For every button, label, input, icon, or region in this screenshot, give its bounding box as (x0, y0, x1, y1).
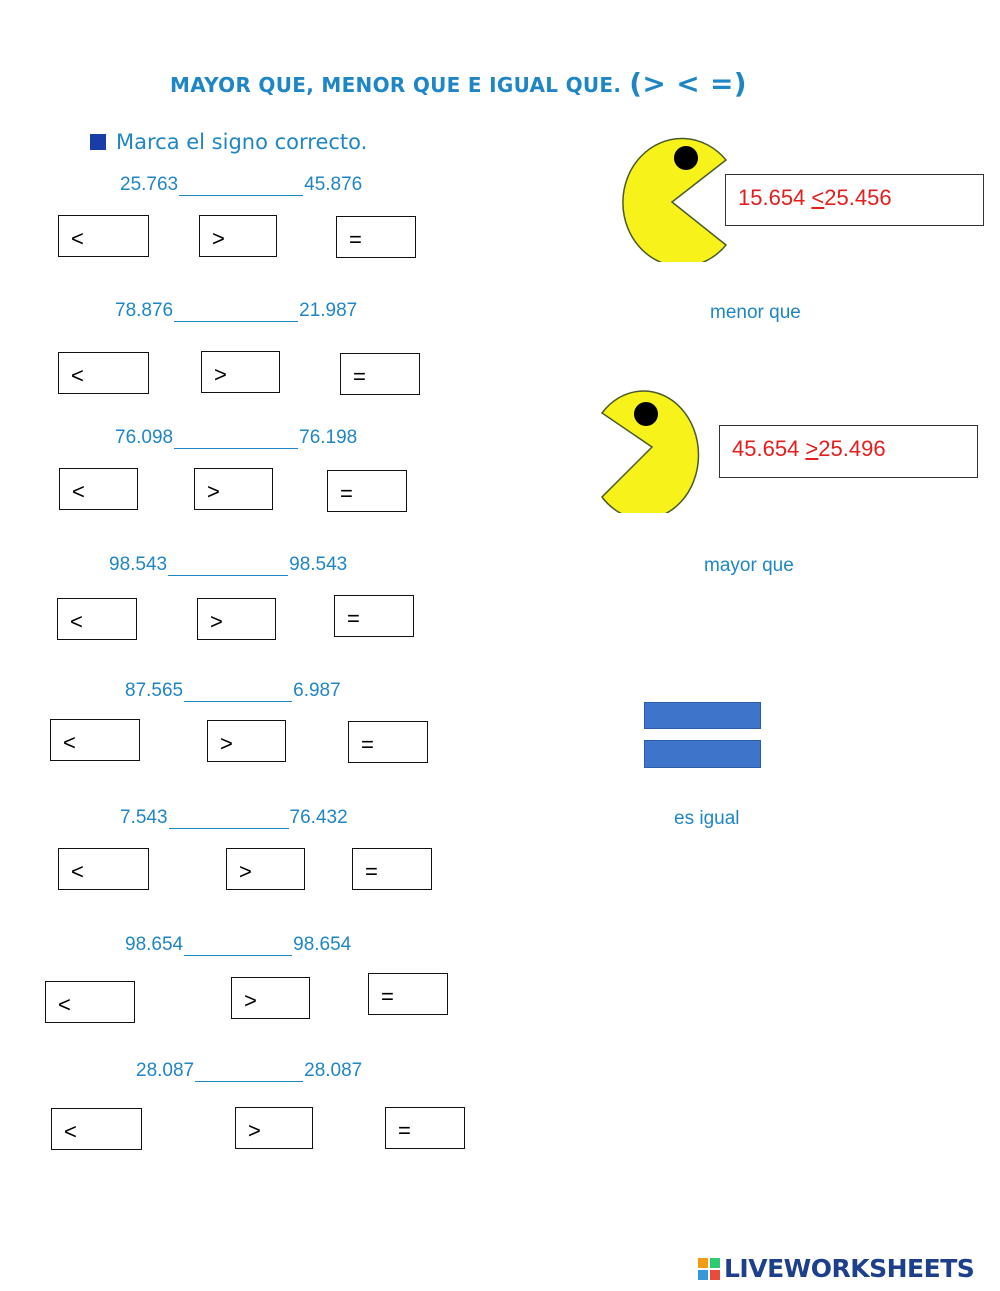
answer-blank[interactable] (174, 303, 298, 322)
option-less-than-button[interactable]: < (58, 848, 149, 890)
pacman-icon (598, 381, 712, 513)
logo-mark-icon (698, 1258, 720, 1280)
option-less-than-button[interactable]: < (51, 1108, 142, 1150)
option-less-than-button[interactable]: < (59, 468, 138, 510)
option-less-than-button[interactable]: < (45, 981, 135, 1023)
logo-text: LIVEWORKSHEETS (724, 1254, 975, 1283)
page-title (170, 66, 747, 99)
example-less-sign: < (811, 185, 825, 210)
right-number: 6.987 (293, 680, 341, 701)
left-number: 78.876 (115, 300, 174, 321)
left-number: 98.654 (125, 934, 184, 955)
answer-blank[interactable] (169, 810, 289, 829)
label-mayor-que: mayor que (704, 555, 794, 576)
answer-blank[interactable] (184, 937, 292, 956)
option-equals-button[interactable]: = (385, 1107, 465, 1149)
right-number: 28.087 (304, 1060, 363, 1081)
example-greater-box (719, 425, 978, 478)
answer-blank[interactable] (184, 683, 292, 702)
number-pair (115, 300, 357, 322)
example-greater-sign: > (805, 436, 819, 461)
number-pair (115, 427, 357, 449)
option-greater-than-button[interactable]: > (194, 468, 273, 510)
left-number: 28.087 (136, 1060, 195, 1081)
answer-blank[interactable] (195, 1063, 303, 1082)
instruction-text: Marca el signo correcto. (116, 130, 368, 154)
right-number: 45.876 (304, 174, 363, 195)
left-number: 76.098 (115, 427, 174, 448)
title-signs: (> < =) (629, 67, 747, 100)
option-less-than-button[interactable]: < (58, 352, 149, 394)
right-number: 98.654 (293, 934, 352, 955)
option-equals-button[interactable]: = (352, 848, 432, 890)
label-menor-que: menor que (710, 302, 801, 323)
liveworksheets-logo (698, 1254, 974, 1283)
number-pair (125, 680, 341, 702)
option-equals-button[interactable]: = (368, 973, 448, 1015)
option-greater-than-button[interactable]: > (197, 598, 276, 640)
option-greater-than-button[interactable]: > (226, 848, 305, 890)
instruction (90, 130, 367, 154)
option-equals-button[interactable]: = (348, 721, 428, 763)
option-greater-than-button[interactable]: > (235, 1107, 313, 1149)
pacman-icon (616, 130, 732, 262)
option-less-than-button[interactable]: < (58, 215, 149, 257)
option-greater-than-button[interactable]: > (199, 215, 277, 257)
number-pair (120, 174, 362, 196)
answer-blank[interactable] (179, 177, 303, 196)
bullet-square-icon (90, 134, 106, 150)
option-greater-than-button[interactable]: > (207, 720, 286, 762)
number-pair (109, 554, 347, 576)
example-less-right: 25.456 (824, 185, 892, 210)
example-greater-right: 25.496 (818, 436, 886, 461)
option-equals-button[interactable]: = (340, 353, 420, 395)
right-number: 76.432 (289, 807, 348, 828)
example-less-left: 15.654 (738, 185, 806, 210)
left-number: 7.543 (120, 807, 168, 828)
option-less-than-button[interactable]: < (50, 719, 140, 761)
label-es-igual: es igual (674, 808, 740, 829)
left-number: 87.565 (125, 680, 184, 701)
right-number: 21.987 (299, 300, 358, 321)
number-pair (120, 807, 348, 829)
number-pair (125, 934, 351, 956)
option-less-than-button[interactable]: < (57, 598, 137, 640)
example-greater-left: 45.654 (732, 436, 800, 461)
number-pair (136, 1060, 362, 1082)
option-equals-button[interactable]: = (336, 216, 416, 258)
answer-blank[interactable] (168, 557, 288, 576)
example-less-box (725, 174, 984, 226)
right-number: 76.198 (299, 427, 358, 448)
option-equals-button[interactable]: = (327, 470, 407, 512)
equal-sign-top-bar (644, 702, 761, 729)
option-greater-than-button[interactable]: > (231, 977, 310, 1019)
title-text: MAYOR QUE, MENOR QUE E IGUAL QUE. (170, 73, 622, 97)
option-greater-than-button[interactable]: > (201, 351, 280, 393)
answer-blank[interactable] (174, 430, 298, 449)
option-equals-button[interactable]: = (334, 595, 414, 637)
left-number: 98.543 (109, 554, 168, 575)
left-number: 25.763 (120, 174, 179, 195)
right-number: 98.543 (289, 554, 348, 575)
equal-sign-bottom-bar (644, 740, 761, 768)
